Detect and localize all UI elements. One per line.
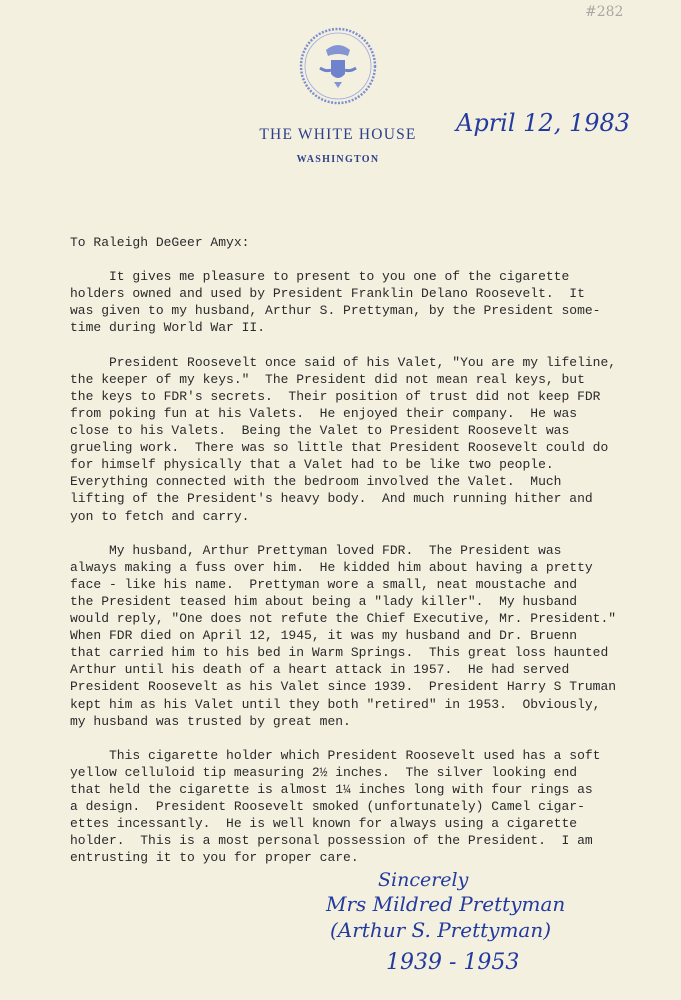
text-line: always making a fuss over him. He kidded him about having a pretty (70, 559, 593, 575)
paragraph-2 (70, 354, 616, 525)
text-line: President Roosevelt once said of his Valet, "You are my lifeline, (70, 354, 617, 370)
paragraph-4 (70, 747, 616, 867)
signature-name: Mrs Mildred Prettyman (326, 892, 566, 916)
text-line: face - like his name. Prettyman wore a small, neat moustache and (70, 576, 578, 592)
signature-years: 1939 - 1953 (386, 950, 520, 975)
text-line: Everything connected with the bedroom involved the Valet. Much (70, 474, 562, 490)
text-line: for himself physically that a Valet had to be like two people. (70, 457, 554, 473)
text-line: ettes incessantly. He is well known for always using a cigarette (70, 816, 578, 832)
signature-closing: Sincerely (378, 869, 469, 891)
letterhead-subtitle: WASHINGTON (296, 154, 380, 165)
text-line: that held the cigarette is almost 1¼ inches long with four rings as (70, 782, 593, 797)
text-line: When FDR died on April 12, 1945, it was my husband and Dr. Bruenn (70, 628, 578, 644)
text-line: holder. This is a most personal possession of the President. I am (70, 833, 593, 849)
text-line: It gives me pleasure to present to you one of the cigarette (70, 269, 570, 285)
paragraph-1 (70, 268, 616, 336)
text-line: a design. President Roosevelt smoked (unfortunately) Camel cigar- (70, 799, 585, 815)
text-line: my husband was trusted by great men. (70, 713, 351, 729)
text-line: the keeper of my keys." The President did not mean real keys, but (70, 371, 585, 387)
text-line: holders owned and used by President Franklin Delano Roosevelt. It (70, 286, 585, 302)
text-line: kept him as his Valet until they both "retired" in 1953. Obviously, (70, 696, 601, 712)
archive-reference: #282 (585, 4, 624, 20)
text-line: that carried him to his bed in Warm Springs. This great loss haunted (70, 645, 609, 661)
text-line: was given to my husband, Arthur S. Prettyman, by the President some- (70, 303, 601, 319)
text-line: My husband, Arthur Prettyman loved FDR. The President was (70, 542, 562, 558)
handwritten-date: April 12, 1983 (456, 109, 631, 137)
text-line: yellow celluloid tip measuring 2½ inches. The silver looking end (70, 764, 578, 780)
text-line: President Roosevelt as his Valet since 1939. President Harry S Truman (70, 679, 617, 695)
text-line: the President teased him about being a "lady killer". My husband (70, 593, 578, 609)
text-line: from poking fun at his Valets. He enjoyed their company. He was (70, 405, 578, 421)
salutation: To Raleigh DeGeer Amyx: (70, 235, 250, 250)
paragraph-3 (70, 542, 616, 730)
signature-husband: (Arthur S. Prettyman) (330, 918, 552, 942)
text-line: entrusting it to you for proper care. (70, 850, 359, 866)
text-line: the keys to FDR's secrets. Their position of trust did not keep FDR (70, 388, 601, 404)
text-line: close to his Valets. Being the Valet to President Roosevelt was (70, 423, 570, 439)
text-line: would reply, "One does not refute the Chief Executive, Mr. President." (70, 611, 617, 627)
text-line: This cigarette holder which President Roosevelt used has a soft (70, 747, 601, 763)
letter-body (70, 234, 616, 866)
text-line: time during World War II. (70, 320, 266, 336)
text-line: Arthur until his death of a heart attack in 1957. He had served (70, 662, 570, 678)
text-line: yon to fetch and carry. (70, 508, 250, 524)
presidential-seal-icon (298, 26, 378, 106)
text-line: grueling work. There was so little that President Roosevelt could do (70, 440, 609, 456)
letterhead-title: THE WHITE HOUSE (259, 126, 417, 143)
text-line: lifting of the President's heavy body. And much running hither and (70, 491, 593, 507)
